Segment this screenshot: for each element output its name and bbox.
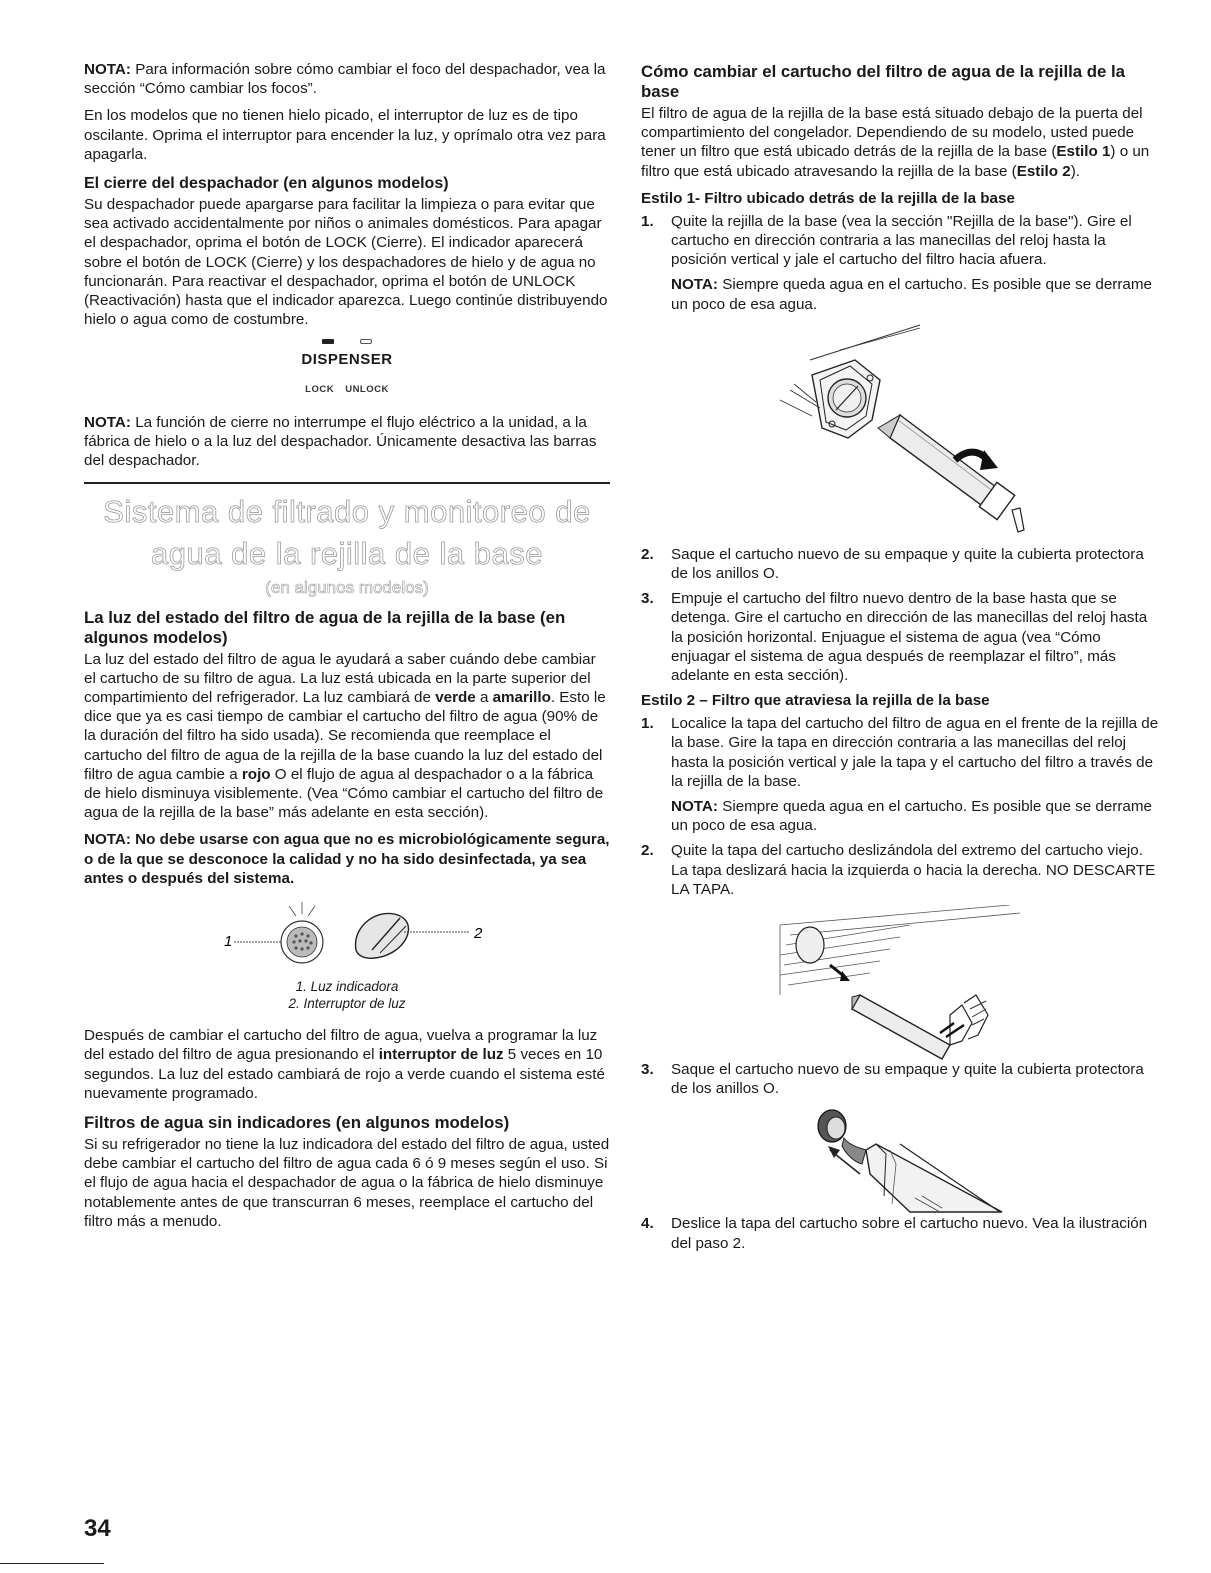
style-2-filter-illustration bbox=[750, 905, 1050, 1060]
section-title-line-2: agua de la rejilla de la base bbox=[151, 536, 543, 572]
caption-light-switch: 2. Interruptor de luz bbox=[288, 996, 406, 1012]
figure-label-2: 2 bbox=[474, 925, 483, 943]
lock-buttons-row bbox=[84, 380, 610, 399]
paragraph-reset-light: Después de cambiar el cartucho del filtro de agua, vuelva a programar la luz del estado del filtro de agua presionando el interruptor de luz 5 veces en 10 segundos. La luz del estado cambiará de rojo a verde cuando el sistema esté nuevamente programado. bbox=[84, 1027, 605, 1102]
heading-style-2: Estilo 2 – Filtro que atraviesa la rejilla de la base bbox=[641, 692, 990, 710]
lock-button-label: LOCK bbox=[305, 383, 335, 395]
section-divider bbox=[84, 482, 610, 484]
heading-dispenser-lock: El cierre del despachador (en algunos modelos) bbox=[84, 175, 449, 193]
style-1-step-1: 1. Quite la rejilla de la base (vea la sección "Rejilla de la base"). Gire el cartucho en dirección contraria a las manecillas del reloj hasta la posición vertical y jale el cartucho del filtro hacia afuera. NOTA: Siempre queda agua en el cartucho. Es posible que se derrame un poco de esa agua. bbox=[641, 212, 1159, 314]
style-1-filter-illustration bbox=[750, 320, 1050, 545]
paragraph-filter-status-light: La luz del estado del filtro de agua le ayudará a saber cuándo debe cambiar el cartucho de su filtro de agua. La luz está ubicada en la parte superior del compartimiento del refrigerador. La luz cambiará de verde a amarillo. Esto le dice que ya es casi tiempo de cambiar el cartucho del filtro de agua (90% de la duración del filtro ha sido usada). Se recomienda que reemplace el cartucho del filtro de agua de la rejilla de la base cuando la luz del estado del filtro de agua cambie a rojo O el flujo de agua al despachador o a la fábrica de hielo disminuya visiblemente. (Vea “Cómo cambiar el cartucho del filtro de agua de la rejilla de la base” más adelante en esta sección). bbox=[84, 650, 606, 822]
paragraph-filters-no-indicator: Si su refrigerador no tiene la luz indicadora del estado del filtro de agua, usted debe cambiar el cartucho del filtro de agua cada 6 ó 9 meses según el uso. Si el flujo de agua hacia el despachador de agua o la fábrica de hielo disminuye notablemente antes de que transcurran 6 meses, reemplace el cartucho del filtro más a menudo. bbox=[84, 1135, 610, 1230]
style-2-note: NOTA: Siempre queda agua en el cartucho. Es posible que se derrame un poco de esa agua. bbox=[671, 798, 1152, 835]
lock-indicator-lights bbox=[84, 339, 610, 344]
footer-rule bbox=[0, 1563, 104, 1564]
style-2-steps-b bbox=[641, 1060, 1159, 1098]
style-1-step-2: 2. Saque el cartucho nuevo de su empaque y quite la cubierta protectora de los anillos O. bbox=[641, 545, 1144, 583]
style-2-step-3: 3. Saque el cartucho nuevo de su empaque y quite la cubierta protectora de los anillos O. bbox=[641, 1061, 1144, 1098]
heading-style-1: Estilo 1- Filtro ubicado detrás de la rejilla de la base bbox=[641, 189, 1015, 207]
section-title-line-1: Sistema de filtrado y monitoreo de bbox=[103, 494, 591, 530]
note-lock-function: NOTA: La función de cierre no interrumpe el flujo eléctrico a la unidad, a la fábrica de hielo o a la luz del despachador. Únicamente desactiva las barras del despachador. bbox=[84, 413, 597, 470]
dispenser-lock-panel-figure bbox=[84, 339, 610, 398]
dispenser-panel-title: DISPENSER bbox=[301, 351, 393, 369]
style-2-steps-c bbox=[641, 1214, 1159, 1252]
unlock-indicator-off bbox=[360, 339, 372, 344]
indicator-light-figure bbox=[84, 898, 610, 978]
heading-filters-no-indicator: Filtros de agua sin indicadores (en algunos modelos) bbox=[84, 1112, 510, 1132]
section-subtitle: (en algunos modelos) bbox=[265, 578, 429, 598]
page-number: 34 bbox=[84, 1515, 111, 1542]
note-water-safety: NOTA: No debe usarse con agua que no es microbiológicamente segura, o de la que se desconoce la calidad y no ha sido desinfectada, ya sea antes o después del sistema. bbox=[84, 831, 610, 887]
unlock-button-label: UNLOCK bbox=[345, 383, 389, 395]
new-cartridge-illustration bbox=[750, 1104, 1050, 1214]
style-1-note: NOTA: Siempre queda agua en el cartucho. Es posible que se derrame un poco de esa agua. bbox=[671, 276, 1152, 313]
style-1-steps-a bbox=[641, 212, 1159, 314]
heading-filter-status-light: La luz del estado del filtro de agua de la rejilla de la base (en algunos modelos) bbox=[84, 607, 566, 647]
heading-change-filter: Cómo cambiar el cartucho del filtro de agua de la rejilla de la base bbox=[641, 62, 1126, 101]
style-1-steps-b bbox=[641, 545, 1159, 685]
paragraph-dispenser-lock: Su despachador puede apargarse para facilitar la limpieza o para evitar que sea activado accidentalmente por niños o animales domésticos. Para apagar el despachador, oprima el botón de LOCK (Cierre). El indicador aparecerá sobre el botón de LOCK (Cierre) y los despachadores de hielo y de agua no funcionarán. Para reactivar el despachador, oprima el botón de UNLOCK (Reactivación) hasta que el indicador aparezca. Luego continúe distribuyendo hielo o agua como de costumbre. bbox=[84, 196, 608, 329]
paragraph-filter-location: El filtro de agua de la rejilla de la base está situado debajo de la puerta del compartimiento del congelador. Dependiendo de su modelo, usted puede tener un filtro que está ubicado detrás de la rejilla de la base (Estilo 1) o un filtro que está ubicado atravesando la rejilla de la base (Estilo 2). bbox=[641, 105, 1150, 180]
figure-label-1: 1 bbox=[224, 933, 233, 951]
note-dispenser-light: NOTA: Para información sobre cómo cambiar el foco del despachador, vea la sección “Cómo cambiar los focos”. bbox=[84, 61, 606, 98]
lock-indicator-on bbox=[322, 339, 334, 344]
style-2-step-4: 4. Deslice la tapa del cartucho sobre el cartucho nuevo. Vea la ilustración del paso 2. bbox=[641, 1215, 1148, 1252]
caption-indicator-light: 1. Luz indicadora bbox=[295, 979, 399, 995]
indicator-light-illustration bbox=[84, 898, 610, 978]
paragraph-rocker-switch: En los modelos que no tienen hielo picado, el interruptor de luz es de tipo oscilante. Oprima el interruptor para encender la luz, y oprímalo otra vez para apagarla. bbox=[84, 107, 606, 163]
style-1-step-3: 3. Empuje el cartucho del filtro nuevo dentro de la base hasta que se detenga. Gire el cartucho en dirección de las manecillas del reloj hasta la posición horizontal. Enjuague el sistema de agua (vea “Cómo enjuagar el sistema de agua después de reemplazar el filtro”, más adelante en esta sección). bbox=[641, 590, 1148, 685]
left-column bbox=[84, 60, 610, 1239]
right-column bbox=[641, 60, 1159, 1259]
style-2-step-2: 2. Quite la tapa del cartucho deslizándola del extremo del cartucho viejo. La tapa deslizará hacia la izquierda o hacia la derecha. NO DESCARTE LA TAPA. bbox=[641, 842, 1156, 898]
indicator-figure-caption bbox=[84, 978, 610, 1012]
style-2-step-1: 1. Localice la tapa del cartucho del filtro de agua en el frente de la rejilla de la base. Gire la tapa en dirección contraria a las manecillas del reloj hasta la posición vertical y jale la tapa y el cartucho del filtro a través de la rejilla de la base. NOTA: Siempre queda agua en el cartucho. Es posible que se derrame un poco de esa agua. bbox=[641, 715, 1159, 835]
style-2-steps-a bbox=[641, 714, 1159, 899]
